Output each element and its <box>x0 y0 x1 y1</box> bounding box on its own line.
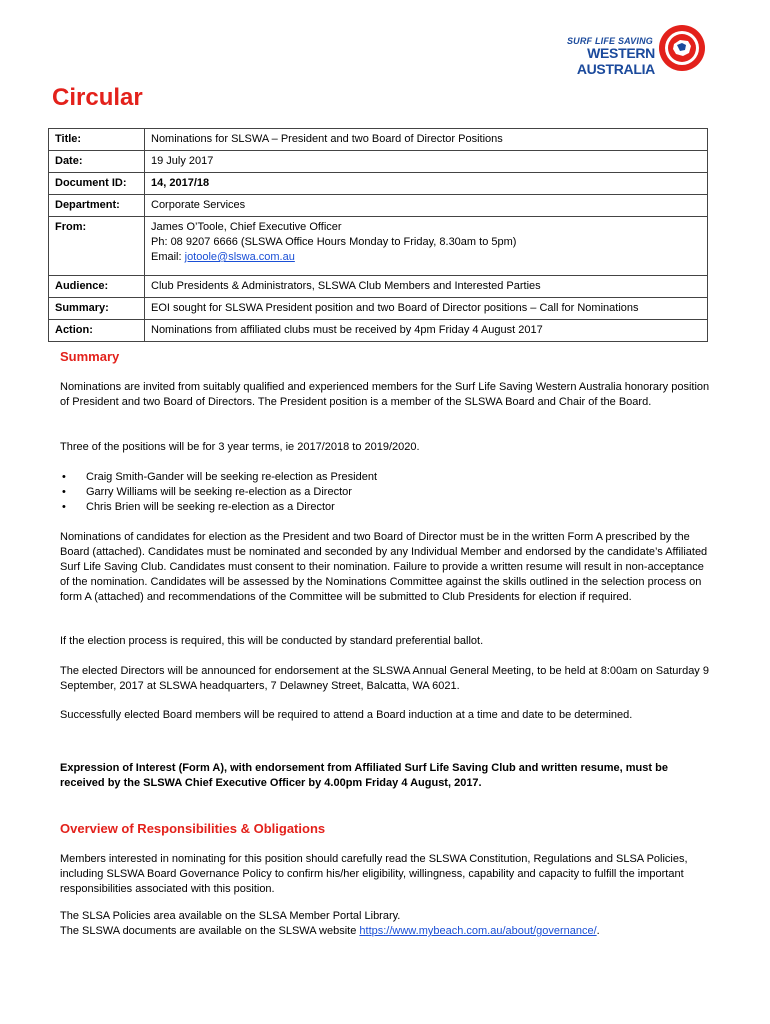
row-label: Date: <box>49 151 145 173</box>
table-row <box>49 129 708 151</box>
list-item-text: Garry Williams will be seeking re-election as a Director <box>86 486 352 498</box>
logo-line1: SURF LIFE SAVING <box>566 36 653 46</box>
row-label: Summary: <box>49 298 145 320</box>
summary-paragraph: Nominations are invited from suitably qualified and experienced members for the Surf Life Saving Western Australia honorary position of President and two Board of Directors. The President position is a member of the SLSWA Board and Chair of the Board. <box>60 381 710 408</box>
bullet-icon: • <box>62 501 66 513</box>
bullet-icon: • <box>62 471 66 483</box>
overview-heading: Overview of Responsibilities & Obligations <box>60 821 326 836</box>
governance-link[interactable]: https://www.mybeach.com.au/about/governance/ <box>359 925 597 937</box>
overview-paragraph: Members interested in nominating for this position should carefully read the SLSWA Constitution, Regulations and SLSA Policies, including SLSWA Board Governance Policy to confirm his/her eligibility, willingness, capability and capacity to fulfill the important responsibilities associated with this position. <box>60 853 688 895</box>
logo-line2: WESTERN AUSTRALIA <box>576 45 655 77</box>
table-row <box>49 151 708 173</box>
row-value: 19 July 2017 <box>145 151 708 173</box>
row-label: Department: <box>49 195 145 217</box>
row-label: Document ID: <box>49 173 145 195</box>
summary-paragraph: Three of the positions will be for 3 year terms, ie 2017/2018 to 2019/2020. <box>60 441 420 453</box>
from-phone: Ph: 08 9207 6666 (SLSWA Office Hours Monday to Friday, 8.30am to 5pm) <box>151 236 517 248</box>
list-item <box>60 485 700 500</box>
row-value: 14, 2017/18 <box>145 173 708 195</box>
summary-paragraph: If the election process is required, this will be conducted by standard preferential ballot. <box>60 635 484 647</box>
row-value: Nominations from affiliated clubs must be received by 4pm Friday 4 August 2017 <box>145 320 708 342</box>
row-label: From: <box>49 217 145 276</box>
summary-paragraph: Nominations of candidates for election as the President and two Board of Director must be in the written Form A prescribed by the Board (attached). Candidates must be nominated and seconded by any Individual Member and endorsed by the candidate’s Affiliated Surf Life Saving Club. Candidates must consent to their nomination. Failure to provide a written resume will result in non-acceptance of the nomination. Candidates will be assessed by the Nominations Committee against the skills outlined in the selection process on form A (attached) and recommendations of the Committee will be submitted to Club Presidents for election if required. <box>60 531 708 603</box>
row-value: Club Presidents & Administrators, SLSWA Club Members and Interested Parties <box>145 276 708 298</box>
summary-paragraph: The elected Directors will be announced for endorsement at the SLSWA Annual General Meeting, to be held at 8:00am on Saturday 9 September, 2017 at SLSWA headquarters, 7 Delawney Street, Balcatta, WA 6021. <box>60 665 709 692</box>
slswa-logo <box>517 24 707 77</box>
email-prefix: Email: <box>151 251 185 263</box>
table-row <box>49 298 708 320</box>
list-item <box>60 500 700 515</box>
row-label: Action: <box>49 320 145 342</box>
row-value: EOI sought for SLSWA President position and two Board of Director positions – Call for Nominations <box>145 298 708 320</box>
email-link[interactable]: jotoole@slswa.com.au <box>184 251 295 263</box>
list-item-text: Craig Smith-Gander will be seeking re-election as President <box>86 471 378 483</box>
table-row <box>49 217 708 276</box>
table-row <box>49 276 708 298</box>
row-value: Nominations for SLSWA – President and two Board of Director Positions <box>145 129 708 151</box>
bullet-icon: • <box>62 486 66 498</box>
overview-line: The SLSA Policies area available on the SLSA Member Portal Library. <box>60 910 401 922</box>
list-item-text: Chris Brien will be seeking re-election as a Director <box>86 501 335 513</box>
deadline-notice: Expression of Interest (Form A), with endorsement from Affiliated Surf Life Saving Club and written resume, must be received by the SLSWA Chief Executive Officer by 4.00pm Friday 4 August, 2017. <box>60 762 668 789</box>
table-row <box>49 173 708 195</box>
overview-line-suffix: . <box>596 925 600 937</box>
row-label: Audience: <box>49 276 145 298</box>
summary-paragraph: Successfully elected Board members will be required to attend a Board induction at a time and date to be determined. <box>60 709 633 721</box>
circular-info-table <box>48 128 708 342</box>
from-name: James O’Toole, Chief Executive Officer <box>151 221 342 233</box>
list-item <box>60 470 700 485</box>
reelection-list <box>60 470 700 515</box>
slswa-emblem-icon <box>658 24 706 72</box>
table-row <box>49 320 708 342</box>
page-title: Circular <box>52 84 143 111</box>
overview-paragraph <box>60 909 710 939</box>
table-row <box>49 195 708 217</box>
row-value-from <box>145 217 708 276</box>
overview-line-prefix: The SLSWA documents are available on the SLSWA website <box>60 925 360 937</box>
row-value: Corporate Services <box>145 195 708 217</box>
summary-heading: Summary <box>60 349 120 364</box>
row-label: Title: <box>49 129 145 151</box>
from-email-line <box>151 250 701 265</box>
